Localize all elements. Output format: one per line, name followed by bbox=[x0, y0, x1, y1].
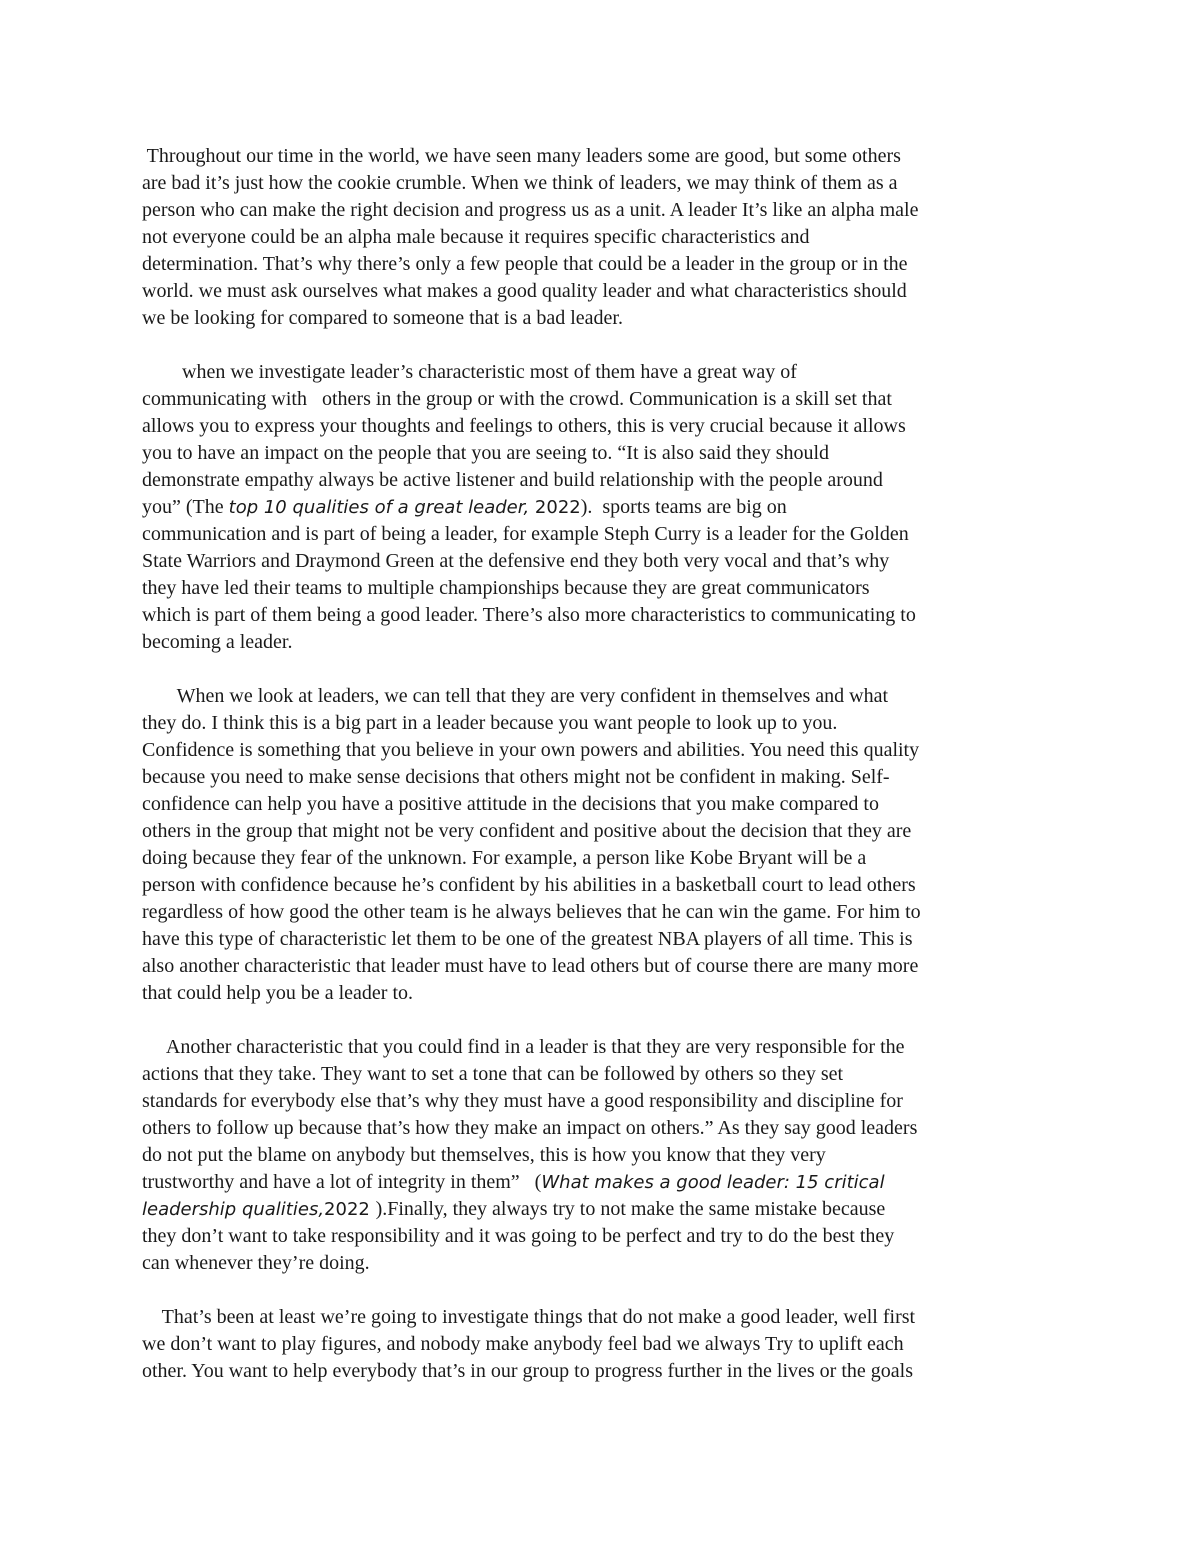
text-line: communication and is part of being a leader, for example Steph Curry is a leader for the Golden bbox=[142, 523, 909, 545]
text-line: have this type of characteristic let them to be one of the greatest NBA players of all time. This is bbox=[142, 928, 913, 950]
paragraph-communication bbox=[142, 359, 1062, 656]
citation-trail-text: ).Finally, they always try to not make the same mistake because bbox=[375, 1198, 886, 1220]
text-line: can whenever they’re doing. bbox=[142, 1252, 370, 1274]
text-line: That’s been at least we’re going to investigate things that do not make a good leader, well first bbox=[142, 1306, 916, 1328]
text-line: they have led their teams to multiple championships because they are great communicators bbox=[142, 577, 870, 599]
text-line: not everyone could be an alpha male because it requires specific characteristics and bbox=[142, 226, 810, 248]
text-line: actions that they take. They want to set a tone that can be followed by others so they set bbox=[142, 1063, 844, 1085]
text-line: Confidence is something that you believe in your own powers and abilities. You need this quality bbox=[142, 739, 920, 761]
citation-year: 2022 bbox=[324, 1199, 376, 1220]
text-line: Another characteristic that you could find in a leader is that they are very responsible for the bbox=[142, 1036, 905, 1058]
text-line: determination. That’s why there’s only a few people that could be a leader in the group or in the bbox=[142, 253, 908, 275]
text-line: Throughout our time in the world, we have seen many leaders some are good, but some others bbox=[142, 145, 901, 167]
citation-line bbox=[142, 1169, 1062, 1196]
text-line: When we look at leaders, we can tell that they are very confident in themselves and what bbox=[142, 685, 889, 707]
text-line: person with confidence because he’s confident by his abilities in a basketball court to lead others bbox=[142, 874, 916, 896]
text-line: that could help you be a leader to. bbox=[142, 982, 414, 1004]
text-line: other. You want to help everybody that’s in our group to progress further in the lives or the goals bbox=[142, 1360, 913, 1382]
citation-title: What makes a good leader: 15 critical bbox=[541, 1172, 885, 1193]
text-line: regardless of how good the other team is he always believes that he can win the game. For him to bbox=[142, 901, 921, 923]
paragraph-bad-leader bbox=[142, 1304, 1062, 1385]
citation-title-continued: leadership qualities, bbox=[142, 1199, 325, 1220]
text-line: they don’t want to take responsibility and it was going to be perfect and try to do the best they bbox=[142, 1225, 895, 1247]
text-line: others to follow up because that’s how they make an impact on others.” As they say good leaders bbox=[142, 1117, 918, 1139]
citation-year: 2022 bbox=[529, 497, 581, 518]
text-line: world. we must ask ourselves what makes a good quality leader and what characteristics should bbox=[142, 280, 907, 302]
citation-lead-text: you” (The bbox=[142, 496, 229, 518]
text-line: communicating with others in the group or with the crowd. Communication is a skill set that bbox=[142, 388, 892, 410]
text-line: we be looking for compared to someone that is a bad leader. bbox=[142, 307, 623, 329]
text-line: becoming a leader. bbox=[142, 631, 293, 653]
text-line: confidence can help you have a positive attitude in the decisions that you make compared to bbox=[142, 793, 879, 815]
text-line: demonstrate empathy always be active listener and build relationship with the people around bbox=[142, 469, 883, 491]
text-line: standards for everybody else that’s why they must have a good responsibility and discipline for bbox=[142, 1090, 903, 1112]
citation-title: top 10 qualities of a great leader, bbox=[228, 497, 530, 518]
text-line: also another characteristic that leader must have to lead others but of course there are many more bbox=[142, 955, 919, 977]
citation-line bbox=[142, 494, 1062, 521]
text-line: we don’t want to play figures, and nobody make anybody feel bad we always Try to uplift each bbox=[142, 1333, 904, 1355]
text-line: which is part of them being a good leader. There’s also more characteristics to communicating to bbox=[142, 604, 916, 626]
text-line: because you need to make sense decisions that others might not be confident in making. Self- bbox=[142, 766, 890, 788]
text-line: doing because they fear of the unknown. For example, a person like Kobe Bryant will be a bbox=[142, 847, 867, 869]
citation-line-continued bbox=[142, 1196, 1062, 1223]
text-line: when we investigate leader’s characteristic most of them have a great way of bbox=[142, 361, 797, 383]
text-line: allows you to express your thoughts and feelings to others, this is very crucial because it allows bbox=[142, 415, 906, 437]
text-line: State Warriors and Draymond Green at the defensive end they both very vocal and that’s why bbox=[142, 550, 890, 572]
paragraph-responsibility bbox=[142, 1034, 1062, 1277]
text-line: others in the group that might not be very confident and positive about the decision that they are bbox=[142, 820, 912, 842]
paragraph-intro bbox=[142, 143, 1062, 332]
text-line: are bad it’s just how the cookie crumble. When we think of leaders, we may think of them as a bbox=[142, 172, 898, 194]
text-line: they do. I think this is a big part in a leader because you want people to look up to you. bbox=[142, 712, 838, 734]
paragraph-confidence bbox=[142, 683, 1062, 1007]
text-line: you to have an impact on the people that you are seeing to. “It is also said they should bbox=[142, 442, 830, 464]
citation-lead-text: trustworthy and have a lot of integrity in them” ( bbox=[142, 1171, 542, 1193]
essay-body bbox=[142, 143, 1062, 1412]
text-line: do not put the blame on anybody but themselves, this is how you know that they very bbox=[142, 1144, 826, 1166]
citation-trail-text: ). sports teams are big on bbox=[580, 496, 787, 518]
text-line: person who can make the right decision and progress us as a unit. A leader It’s like an alpha male bbox=[142, 199, 919, 221]
